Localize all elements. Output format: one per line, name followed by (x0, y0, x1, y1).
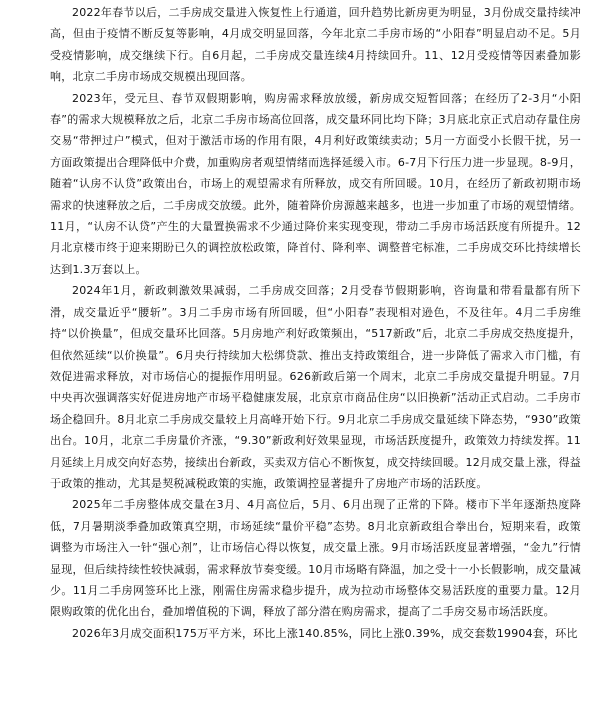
paragraph-2022: 2022年春节以后，二手房成交量进入恢复性上行通道，回升趋势比新房更为明显，3月份成交量持续冲高，但由于疫情不断反复等影响，4月成交明显回落，今年北京二手房市场的“小阳春”明显启动不足。5月受疫情影响，成交继续下行。自6月起，二手房成交量连续4月持续回升。11、12月受疫情等因素叠加影响，北京二手房市场成交规模出现回落。 (50, 6, 581, 84)
paragraph-2025: 2025年二手房整体成交量在3月、4月高位后，5月、6月出现了正常的下降。楼市下半年逐渐热度降低，7月暑期淡季叠加政策真空期，市场延续“量价平稳”态势。8月北京新政组合拳出台，短期来看，政策调整为市场注入一针“强心剂”，让市场信心得以恢复，成交量上涨。9月市场活跃度显著增强，“金九”行情显现，但后续持续性较快减弱，需求释放节奏变缓。10月市场略有降温，加之受十一小长假影响，成交量减少。11月二手房网签环比上涨，刚需住房需求稳步提升，成为拉动市场整体交易活跃度的重要力量。12月限购政策的优化出台，叠加增值税的下调，释放了部分潜在购房需求，提高了二手房交易市场活跃度。 (50, 498, 581, 619)
paragraph-2024: 2024年1月，新政刺激效果减弱，二手房成交回落；2月受春节假期影响，咨询量和带看量都有所下滑，成交量近乎“腰斩”。3月二手房市场有所回暖，但“小阳春”表现相对逊色，不及往年。4月二手房维持“以价换量”，但成交量环比回落。5月房地产利好政策频出，“517新政”后，北京二手房成交热度提升，但依然延续“以价换量”。6月央行持续加大松绑贷款、推出支持政策组合，进一步降低了需求入市门槛，有效促进需求释放，对市场信心的提振作用明显。626新政后第一个周末，北京二手房成交量提升明显。7月中央再次强调落实好促进房地产市场平稳健康发展，北京京市商品住房“以旧换新”活动正式启动。二手房市场企稳回升。8月北京二手房成交量较上月高峰开始下行。9月北京二手房成交量延续下降态势，“930”政策出台。10月，北京二手房量价齐涨，“9.30”新政利好效果显现，市场活跃度提升，政策效力持续发挥。11月延续上月成交向好态势，接续出台新政，买卖双方信心不断恢复，成交持续回暖。12月成交量上涨，得益于政策的推动，尤其是契税减税政策的实施，政策调控显著提升了房地产市场的活跃度。 (50, 284, 581, 490)
paragraph-2026: 2026年3月成交面积175万平方米，环比上涨140.85%，同比上涨0.39%，成交套数19904套，环比 (72, 626, 578, 640)
paragraph-2023: 2023年，受元旦、春节双假期影响，购房需求释放放缓，新房成交短暂回落；在经历了2-3月“小阳春”的需求大规模释放之后，北京二手房市场高位回落，成交量环同比均下降；3月底北京正式启动存量住房交易“带押过户”模式，但对于激活市场的作用有限，4月利好政策续卖动；5月一方面受小长假干扰，另一方面政策提出合理降低中介费，加重购房者观望情绪而选择延缓入市。6-7月下行压力进一步显现。8-9月，随着“认房不认贷”政策出台，市场上的观望需求有所释放，成交有所回暖。10月，在经历了新政初期市场需求的快速释放之后，二手房成交放缓。此外，随着降价房源越来越多，也进一步加重了市场的观望情绪。11月，“认房不认贷”产生的大量置换需求不少通过降价来实现变现，带动二手房市场活跃度有所提升。12月北京楼市终于迎来期盼已久的调控放松政策，降首付、降利率、调整普宅标准，二手房成交环比持续增长达到1.3万套以上。 (50, 91, 581, 276)
